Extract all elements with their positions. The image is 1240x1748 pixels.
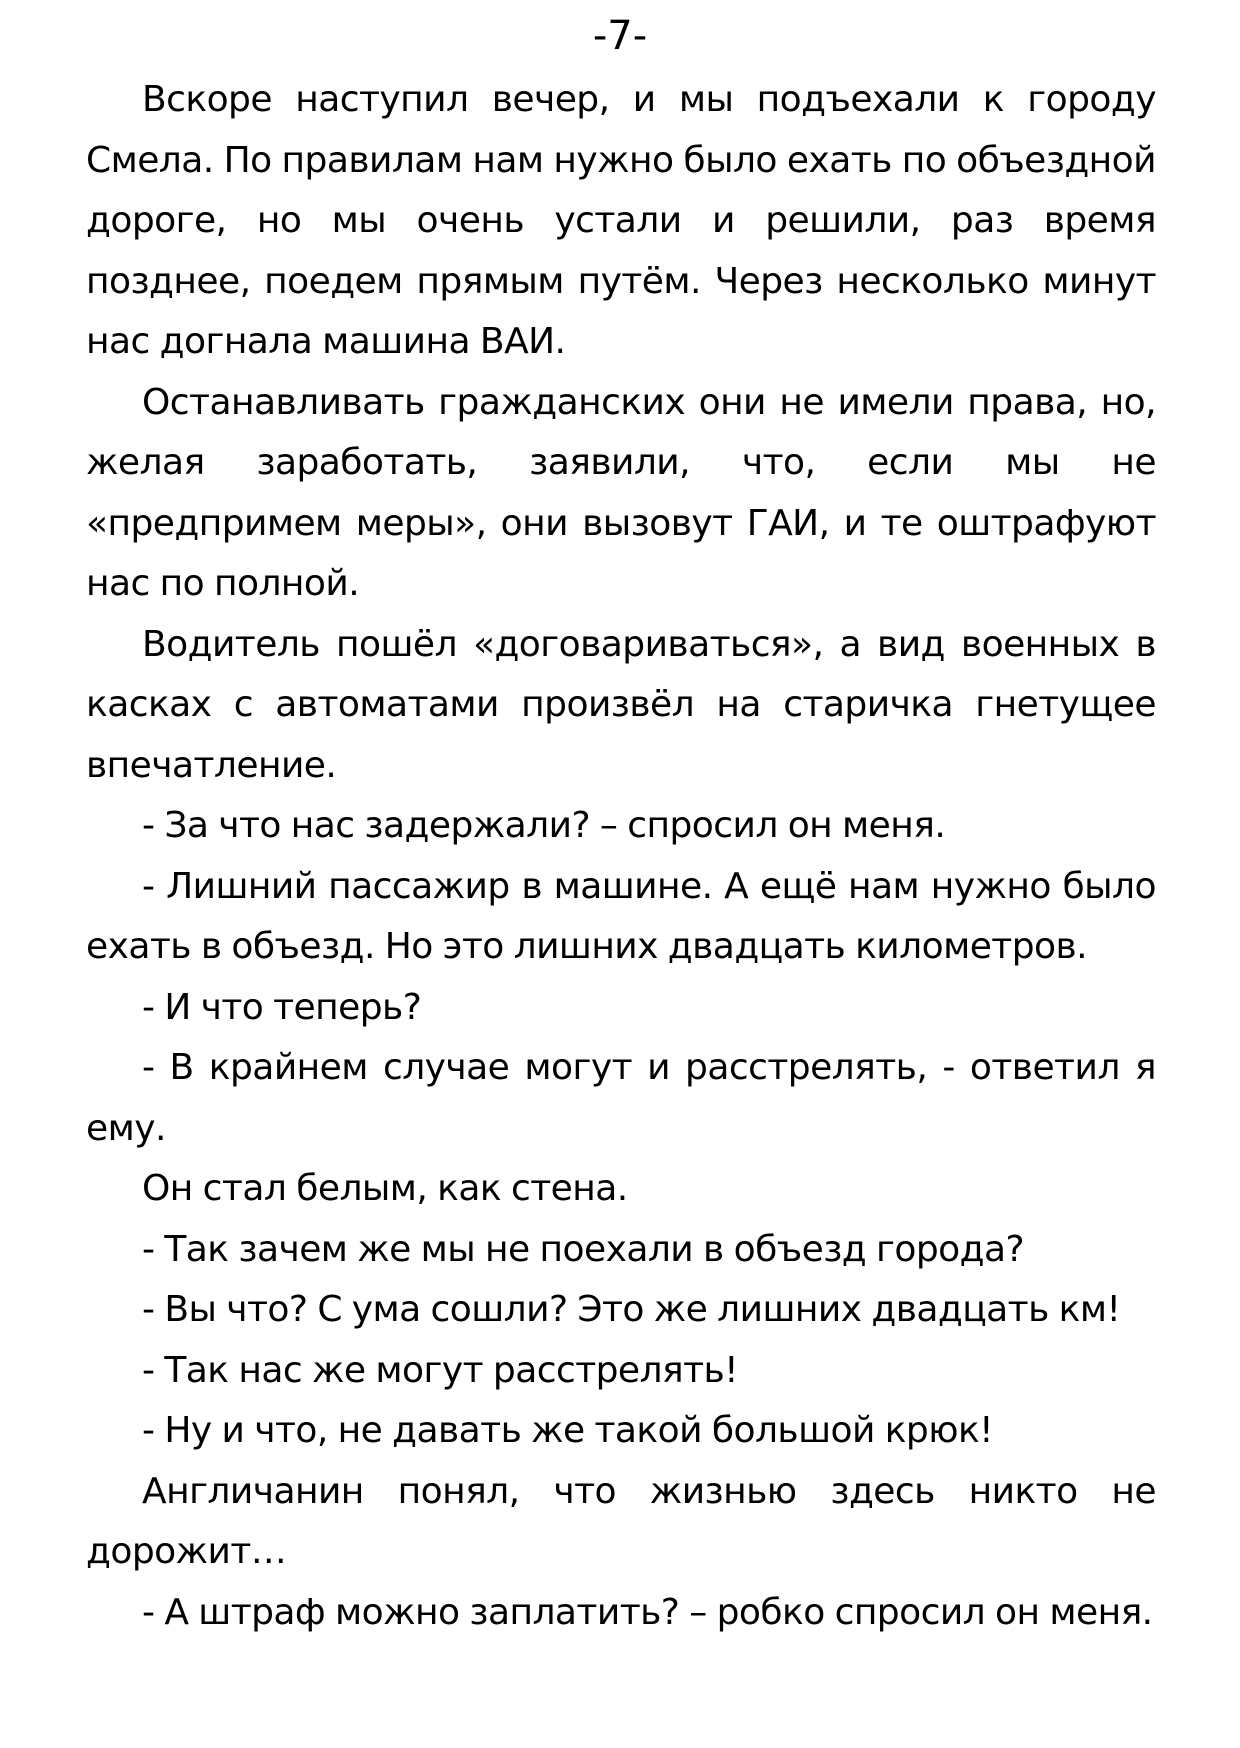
paragraph: Водитель пошёл «договариваться», а вид военных в касках с автоматами произвёл на старичка гнетущее впечатление. bbox=[86, 623, 1156, 786]
dialogue-line: - И что теперь? bbox=[142, 986, 422, 1028]
paragraph: Он стал белым, как стена. bbox=[142, 1168, 628, 1209]
dialogue-line: - В крайнем случае могут и расстрелять, - ответил я ему. bbox=[86, 1047, 1156, 1149]
dialogue-line: - Вы что? С ума сошли? Это же лишних двадцать км! bbox=[142, 1289, 1121, 1330]
dialogue-line: - Так нас же могут расстрелять! bbox=[142, 1349, 739, 1391]
body-text bbox=[86, 70, 1156, 1643]
dialogue-line: - Так зачем же мы не поехали в объезд города? bbox=[142, 1228, 1025, 1270]
paragraph: Вскоре наступил вечер, и мы подъехали к городу Смела. По правилам нам нужно было ехать по объездной дороге, но мы очень устали и решили, раз время позднее, поедем прямым путём. Через несколько минут нас догнала машина ВАИ. bbox=[86, 79, 1156, 362]
dialogue-line: - За что нас задержали? – спросил он меня. bbox=[142, 805, 946, 846]
page-number: -7- bbox=[592, 13, 648, 59]
dialogue-line: - Ну и что, не давать же такой большой крюк! bbox=[142, 1410, 994, 1451]
dialogue-line: - Лишний пассажир в машине. А ещё нам нужно было ехать в объезд. Но это лишних двадцать километров. bbox=[86, 865, 1156, 967]
paragraph: Англичанин понял, что жизнью здесь никто не дорожит… bbox=[86, 1470, 1156, 1572]
paragraph: Останавливать гражданских они не имели права, но, желая заработать, заявили, что, если мы не «предпримем меры», они вызовут ГАИ, и те оштрафуют нас по полной. bbox=[86, 381, 1156, 604]
dialogue-line: - А штраф можно заплатить? – робко спросил он меня. bbox=[142, 1591, 1153, 1633]
